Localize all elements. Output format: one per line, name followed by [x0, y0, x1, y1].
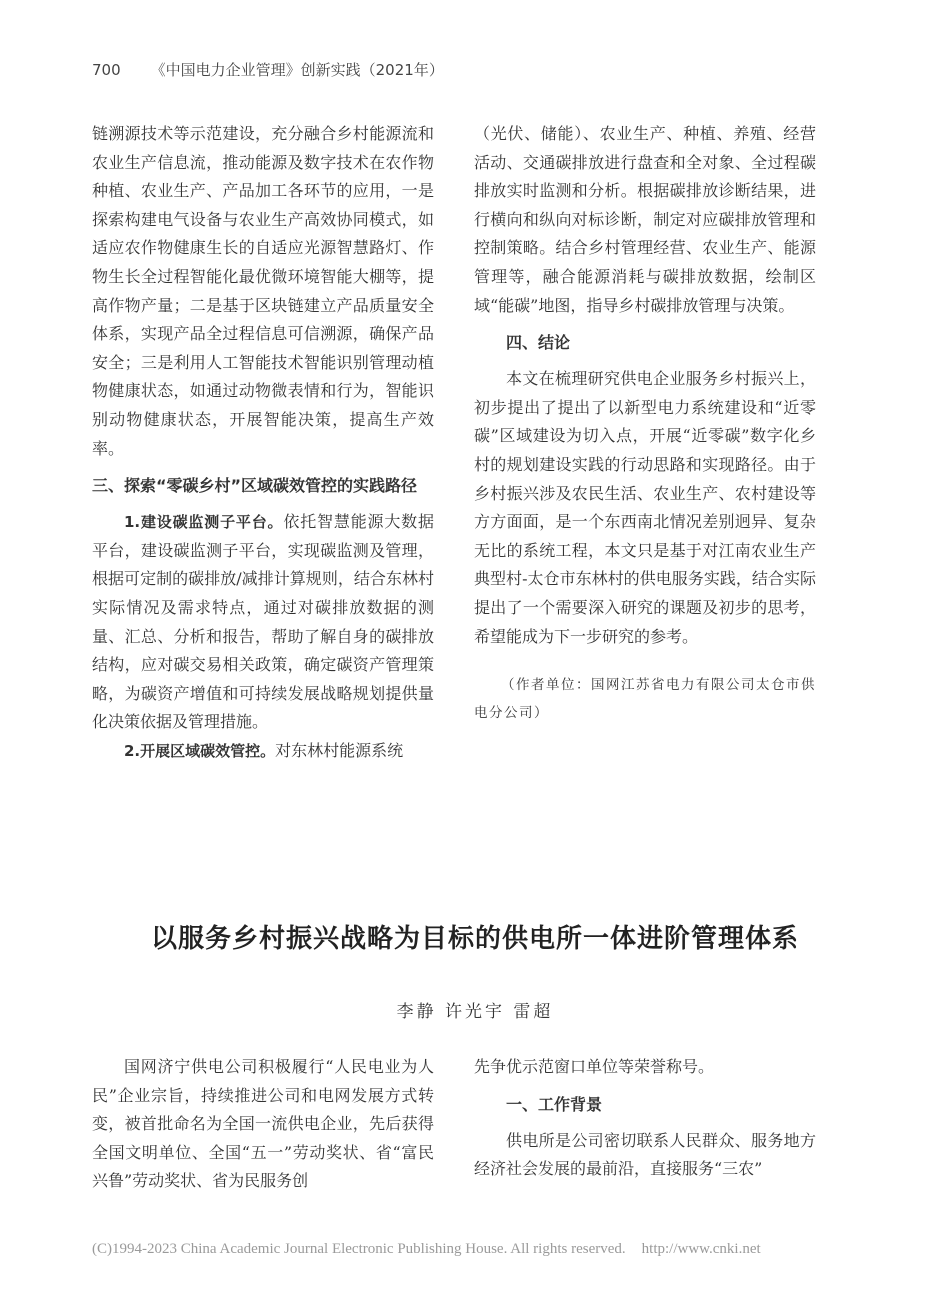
- copyright-footer: [92, 1241, 761, 1258]
- item-1-text: 依托智慧能源大数据平台，建设碳监测子平台，实现碳监测及管理，根据可定制的碳排放/减排计算规则，结合东林村实际情况及需求特点，通过对碳排放数据的测量、汇总、分析和报告，帮助了解自身的碳排放结构，应对碳交易相关政策，确定碳资产管理策略，为碳资产增值和可持续发展战略规划提供量化决策依据及管理措施。: [92, 512, 434, 732]
- running-header: [92, 59, 444, 80]
- copyright-text: (C)1994-2023 China Academic Journal Electronic Publishing House. All rights reserved.: [92, 1241, 626, 1257]
- left-paragraph-continued: 链溯源技术等示范建设，充分融合乡村能源流和农业生产信息流，推动能源及数字技术在农作物种植、农业生产、产品加工各环节的应用，一是探索构建电气设备与农业生产高效协同模式，如适应农作物健康生长的自适应光源智慧路灯、作物生长全过程智能化最优微环境智能大棚等，提高作物产量；二是基于区块链建立产品质量安全体系，实现产品全过程信息可信溯源，确保产品安全；三是利用人工智能技术智能识别管理动植物健康状态，如通过动物微表情和行为，智能识别动物健康状态，开展智能决策，提高生产效率。: [92, 124, 434, 458]
- new-article-left-column: [92, 1053, 434, 1196]
- item-2-lead: 2.开展区域碳效管控。: [124, 741, 276, 760]
- section-3-heading: 三、探索“零碳乡村”区域碳效管控的实践路径: [92, 476, 418, 496]
- section-1-heading: 一、工作背景: [506, 1094, 603, 1114]
- new-article-right-column: [474, 1053, 816, 1184]
- intro-paragraph: 国网济宁供电公司积极履行“人民电业为人民”企业宗旨，持续推进公司和电网发展方式转变，被首批命名为全国一流供电企业，先后获得全国文明单位、全国“五一”劳动奖状、省“富民兴鲁”劳动奖状、省为民服务创: [92, 1057, 434, 1191]
- article-title: 以服务乡村振兴战略为目标的供电所一体进阶管理体系: [150, 924, 799, 954]
- background-paragraph: 供电所是公司密切联系人民群众、服务地方经济社会发展的最前沿，直接服务“三农”: [474, 1130, 816, 1179]
- item-1-lead: 1.建设碳监测子平台。: [124, 513, 284, 532]
- prev-article-left-column: [92, 120, 434, 765]
- item-2-paragraph: [92, 737, 434, 766]
- author-affiliation: （作者单位：国网江苏省电力有限公司太仓市供电分公司）: [474, 677, 816, 722]
- item-1-paragraph: [92, 508, 434, 737]
- footer-url: http://www.cnki.net: [641, 1241, 761, 1257]
- page-number: 700: [92, 61, 121, 79]
- intro-continued: 先争优示范窗口单位等荣誉称号。: [474, 1057, 715, 1076]
- section-4-heading: 四、结论: [506, 333, 571, 353]
- article-authors: 李静 许光宇 雷超: [396, 1002, 554, 1022]
- conclusion-paragraph: 本文在梳理研究供电企业服务乡村振兴上，初步提出了提出了以新型电力系统建设和“近零碳”区域建设为切入点，开展“近零碳”数字化乡村的规划建设实践的行动思路和实现路径。由于乡村振兴涉及农民生活、农业生产、农村建设等方方面面，是一个东西南北情况差别迥异、复杂无比的系统工程，本文只是基于对江南农业生产典型村-太仓市东林村的供电服务实践，结合实际提出了一个需要深入研究的课题及初步的思考，希望能成为下一步研究的参考。: [474, 369, 816, 646]
- right-paragraph-continued: （光伏、储能）、农业生产、种植、养殖、经营活动、交通碳排放进行盘查和全对象、全过程碳排放实时监测和分析。根据碳排放诊断结果，进行横向和纵向对标诊断，制定对应碳排放管理和控制策略。结合乡村管理经营、农业生产、能源管理等，融合能源消耗与碳排放数据，绘制区域“能碳”地图，指导乡村碳排放管理与决策。: [474, 124, 816, 315]
- journal-title: 《中国电力企业管理》创新实践（2021年）: [150, 61, 444, 79]
- prev-article-right-column: [474, 120, 816, 727]
- item-2-text: 对东林村能源系统: [275, 740, 404, 760]
